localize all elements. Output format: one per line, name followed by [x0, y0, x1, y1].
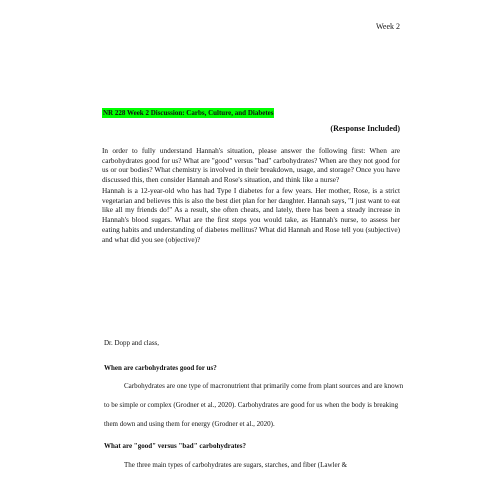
prompt-paragraph: In order to fully understand Hannah's situation, please answer the following first: When are carbohydrates good for us? What are "good" versus "bad" carbohydrates? When are they not good for us or our bodies? What chemistry is involved in their breakdown, usage, and storage? Once you have discussed this, then consider Hannah and Rose's situation, and think like a nurse?	[102, 146, 400, 185]
section-heading: What are "good" versus "bad" carbohydrates?	[104, 442, 247, 450]
response-greeting: Dr. Dopp and class,	[104, 339, 160, 347]
section-body: The three main types of carbohydrates are sugars, starches, and fiber (Lawler &	[124, 461, 348, 469]
section-body: Carbohydrates are one type of macronutrient that primarily come from plant sources and are known to be simple or complex (Grodner et al., 2020). Carbohydrates are good for us when the body is breaking them down and using them for energy (Grodner et al., 2020).	[104, 382, 404, 428]
document-title: NR 228 Week 2 Discussion: Carbs, Culture, and Diabetes	[103, 109, 274, 117]
page-header-label: Week 2	[375, 22, 400, 31]
response-included-tag: (Response Included)	[330, 124, 400, 133]
section-heading: When are carbohydrates good for us?	[104, 364, 217, 372]
scenario-paragraph: Hannah is a 12-year-old who has had Type I diabetes for a few years. Her mother, Rose, is a strict vegetarian and believes this is also the best diet plan for her daughter. Hannah says, "I just want to eat like all my friends do!" As a result, she often cheats, and lately, there has been a steady increase in Hannah's blood sugars. What are the first steps you would take, as Hannah's nurse, to assess her eating habits and understanding of diabetes mellitus? What did Hannah and Rose tell you (subjective) and what did you see (objective)?	[102, 186, 400, 244]
